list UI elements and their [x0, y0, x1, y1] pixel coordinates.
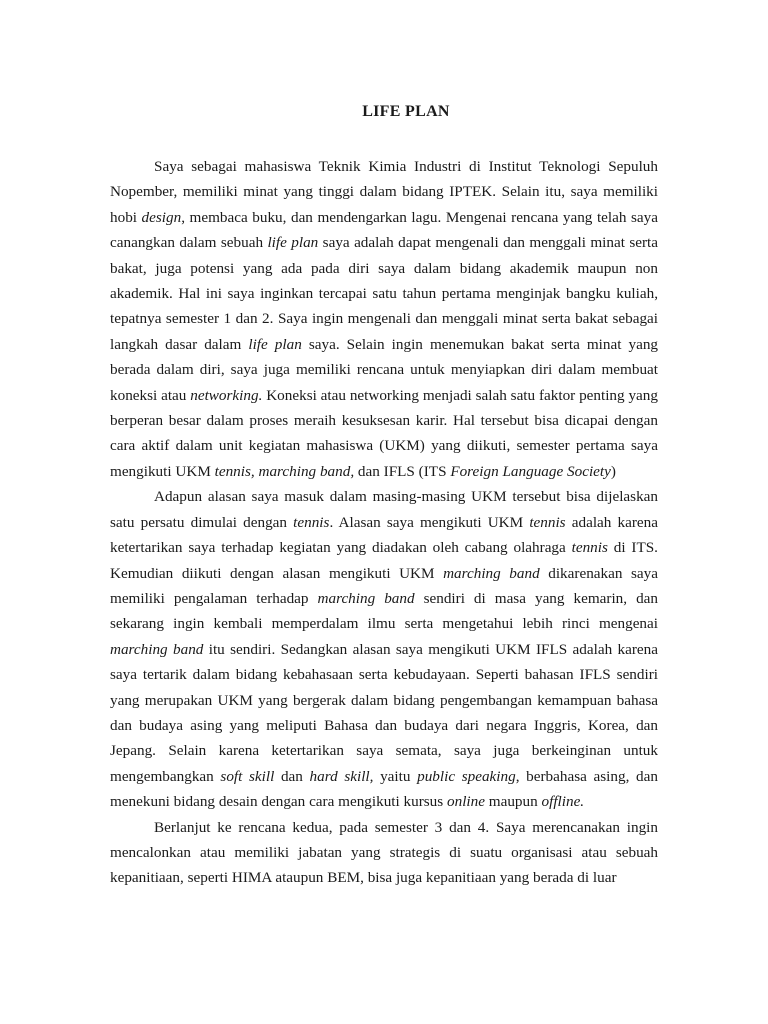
italic-text-run: public speaking [417, 767, 516, 785]
document-title: LIFE PLAN [362, 103, 450, 120]
italic-text-run: Foreign Language Society [450, 462, 611, 480]
body-paragraph [110, 484, 658, 814]
text-run: saya. Selain ingin menemukan bakat serta minat yang berada dalam diri, saya juga memiliki rencana untuk menyiapkan diri dalam membuat koneksi atau [110, 335, 659, 404]
text-run: adalah karena ketertarikan saya terhadap kegiatan yang diadakan oleh cabang olahraga [110, 513, 658, 557]
text-run: dan [274, 767, 310, 785]
text-run: , berbahasa asing, dan menekuni bidang desain dengan cara mengikuti kursus [110, 767, 658, 811]
italic-text-run: marching band [317, 589, 415, 607]
italic-text-run: soft skill [220, 767, 275, 785]
italic-text-run: design [141, 208, 182, 226]
text-run: yaitu [373, 767, 418, 785]
body-paragraph [110, 154, 658, 484]
italic-text-run: life plan [267, 234, 319, 252]
italic-text-run: tennis, marching band, [214, 462, 355, 480]
text-run: itu sendiri. Sedangkan alasan saya mengikuti UKM IFLS adalah karena saya tertarik dalam bidang kebahasaan serta kebudayaan. Seperti bahasan IFLS sendiri yang merupakan UKM yang bergerak dalam bidang pengembangan kemampuan bahasa dan budaya asing yang meliputi Bahasa dan budaya dari negara Inggris, Korea, dan Jepang. Selain karena ketertarikan saya semata, saya juga berkeinginan untuk mengembangkan [110, 640, 659, 785]
italic-text-run: hard skill, [309, 767, 374, 785]
italic-text-run: marching band [443, 564, 540, 582]
italic-text-run: networking. [190, 386, 263, 404]
body-paragraph [110, 815, 658, 891]
text-run: . Alasan saya mengikuti UKM [329, 513, 530, 531]
text-run: Adapun alasan saya masuk dalam masing-masing UKM tersebut bisa dijelaskan satu persatu dimulai dengan [110, 488, 658, 531]
text-run: maupun [484, 793, 542, 811]
text-run: ) [610, 462, 616, 480]
text-run: , membaca buku, dan mendengarkan lagu. Mengenai rencana yang telah saya canangkan dalam sebuah [110, 208, 658, 252]
text-run: dan IFLS (ITS [354, 462, 451, 480]
text-run: Berlanjut ke rencana kedua, pada semester 3 dan 4. Saya merencanakan ingin mencalonkan atau memiliki jabatan yang strategis di suatu organisasi atau sebuah kepanitiaan, seperti HIMA ataupun BEM, bisa juga kepanitiaan yang berada di luar [110, 818, 658, 887]
italic-text-run: life plan [248, 335, 302, 353]
text-run: sendiri di masa yang kemarin, dan sekarang ingin kembali memperdalam ilmu serta mengetahui lebih rinci mengenai [110, 589, 658, 633]
text-run: Koneksi atau networking menjadi salah satu faktor penting yang berperan besar dalam proses meraih kesuksesan karir. Hal tersebut bisa dicapai dengan cara aktif dalam unit kegiatan mahasiswa (UKM) yang diikuti, semester pertama saya mengikuti UKM [110, 386, 658, 480]
italic-text-run: online [447, 793, 485, 811]
text-run: dikarenakan saya memiliki pengalaman terhadap [110, 564, 658, 607]
text-run: saya adalah dapat mengenali dan menggali minat serta bakat, juga potensi yang ada pada diri saya dalam bidang akademik maupun non akademik. Hal ini saya inginkan tercapai satu tahun pertama menginjak bangku kuliah, tepatnya semester 1 dan 2. Saya ingin mengenali dan menggali minat serta bakat sebagai langkah dasar dalam [110, 234, 658, 353]
text-run: Saya sebagai mahasiswa Teknik Kimia Industri di Institut Teknologi Sepuluh Nopember, memiliki minat yang tinggi dalam bidang IPTEK. Selain itu, saya memiliki hobi [110, 158, 658, 226]
italic-text-run: tennis [293, 513, 330, 531]
italic-text-run: tennis [529, 513, 566, 531]
italic-text-run: tennis [571, 539, 608, 557]
italic-text-run: offline. [541, 793, 585, 811]
document-body [110, 154, 658, 891]
text-run: di ITS. Kemudian diikuti dengan alasan mengikuti UKM [110, 539, 658, 582]
italic-text-run: marching band [110, 640, 204, 658]
